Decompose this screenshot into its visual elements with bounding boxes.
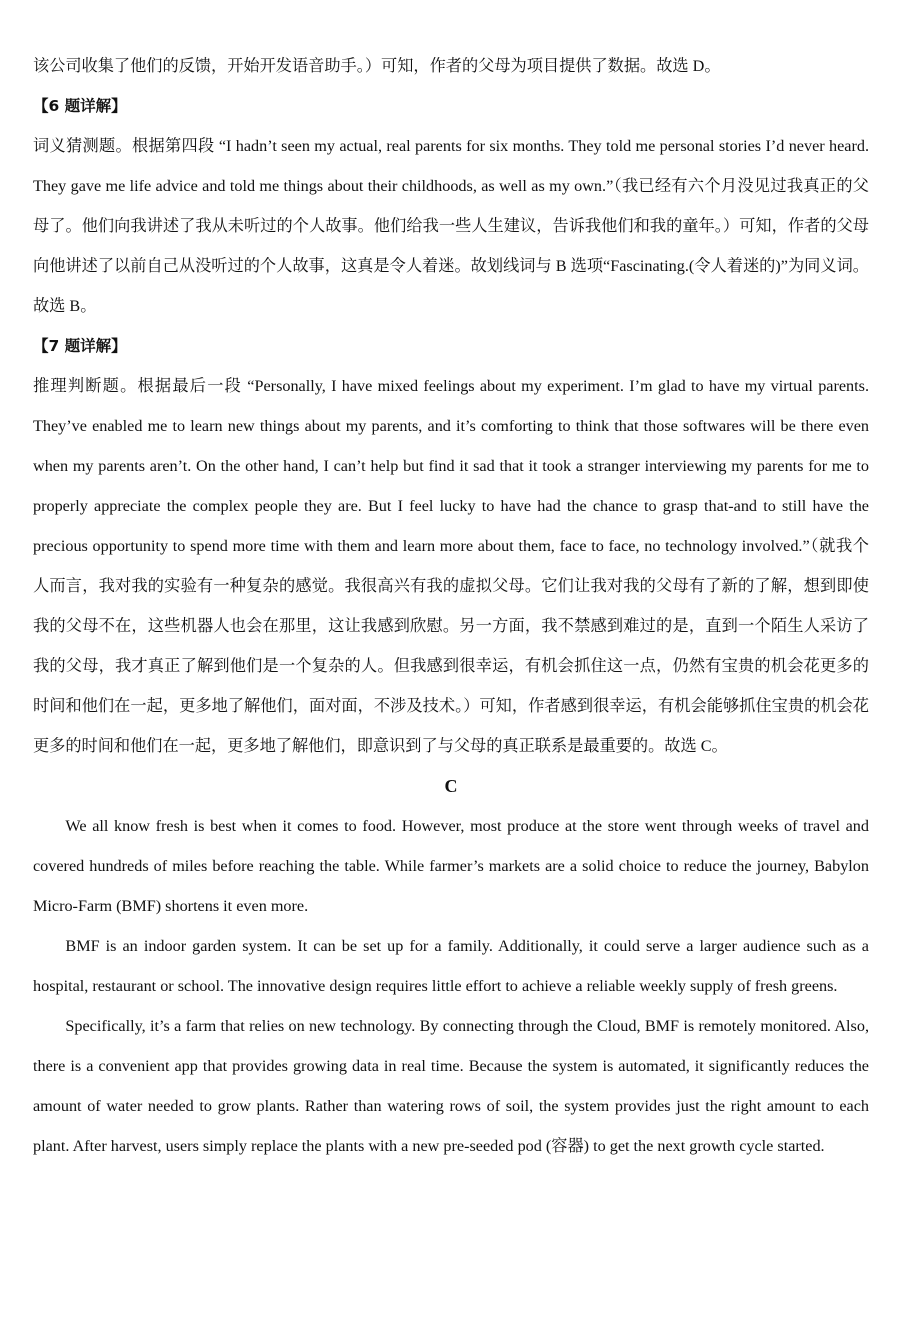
paragraph-question-5-end: 该公司收集了他们的反馈，开始开发语音助手。）可知，作者的父母为项目提供了数据。故选 D。 — [33, 57, 721, 75]
heading-question-7: 【7 题详解】 — [33, 337, 127, 355]
paragraph-question-6-explanation: 词义猜测题。根据第四段 “I hadn’t seen my actual, real parents for six months. They told me personal stories I’d never heard. They gave me life advice and told me things about their childhoods, as well as my own.”（我已经有六个月没见过我真正的父母了。他们向我讲述了我从未听过的个人故事。他们给我一些人生建议，告诉我他们和我的童年。）可知，作者的父母向他讲述了以前自己从没听过的个人故事，这真是令人着迷。故划线词与 B 选项“Fascinating.(令人着迷的)”为同义词。故选 B。 — [33, 137, 869, 315]
passage-c-paragraph-3: Specifically, it’s a farm that relies on new technology. By connecting through the Cloud, BMF is remotely monitored. Also, there is a convenient app that provides growing data in real time. Because the system is automated, it significantly reduces the amount of water needed to grow plants. Rather than watering rows of soil, the system provides just the right amount to each plant. After harvest, users simply replace the plants with a new pre-seeded pod (容器) to get the next growth cycle started. — [33, 1017, 869, 1155]
passage-c-paragraph-1: We all know fresh is best when it comes to food. However, most produce at the store went through weeks of travel and covered hundreds of miles before reaching the table. While farmer’s markets are a solid choice to reduce the journey, Babylon Micro-Farm (BMF) shortens it even more. — [33, 817, 869, 915]
document-page — [33, 46, 869, 1166]
paragraph-question-7-explanation: 推理判断题。根据最后一段 “Personally, I have mixed feelings about my experiment. I’m glad to have my virtual parents. They’ve enabled me to learn new things about my parents, and it’s comforting to think that those softwares will be there even when my parents aren’t. On the other hand, I can’t help but find it sad that it took a stranger interviewing my parents for me to properly appreciate the complex people they are. But I feel lucky to have had the chance to grasp that-and to still have the precious opportunity to spend more time with them and learn more about them, face to face, no technology involved.”（就我个人而言，我对我的实验有一种复杂的感觉。我很高兴有我的虚拟父母。它们让我对我的父母有了新的了解，想到即使我的父母不在，这些机器人也会在那里，这让我感到欣慰。另一方面，我不禁感到难过的是，直到一个陌生人采访了我的父母，我才真正了解到他们是一个复杂的人。但我感到很幸运，有机会抓住这一点，仍然有宝贵的机会花更多的时间和他们在一起，更多地了解他们，面对面，不涉及技术。）可知，作者感到很幸运，有机会能够抓住宝贵的机会花更多的时间和他们在一起，更多地了解他们，即意识到了与父母的真正联系是最重要的。故选 C。 — [33, 377, 869, 755]
section-title-c: C — [444, 776, 458, 796]
passage-c-paragraph-2: BMF is an indoor garden system. It can be set up for a family. Additionally, it could serve a larger audience such as a hospital, restaurant or school. The innovative design requires little effort to achieve a reliable weekly supply of fresh greens. — [33, 937, 869, 995]
heading-question-6: 【6 题详解】 — [33, 97, 127, 115]
